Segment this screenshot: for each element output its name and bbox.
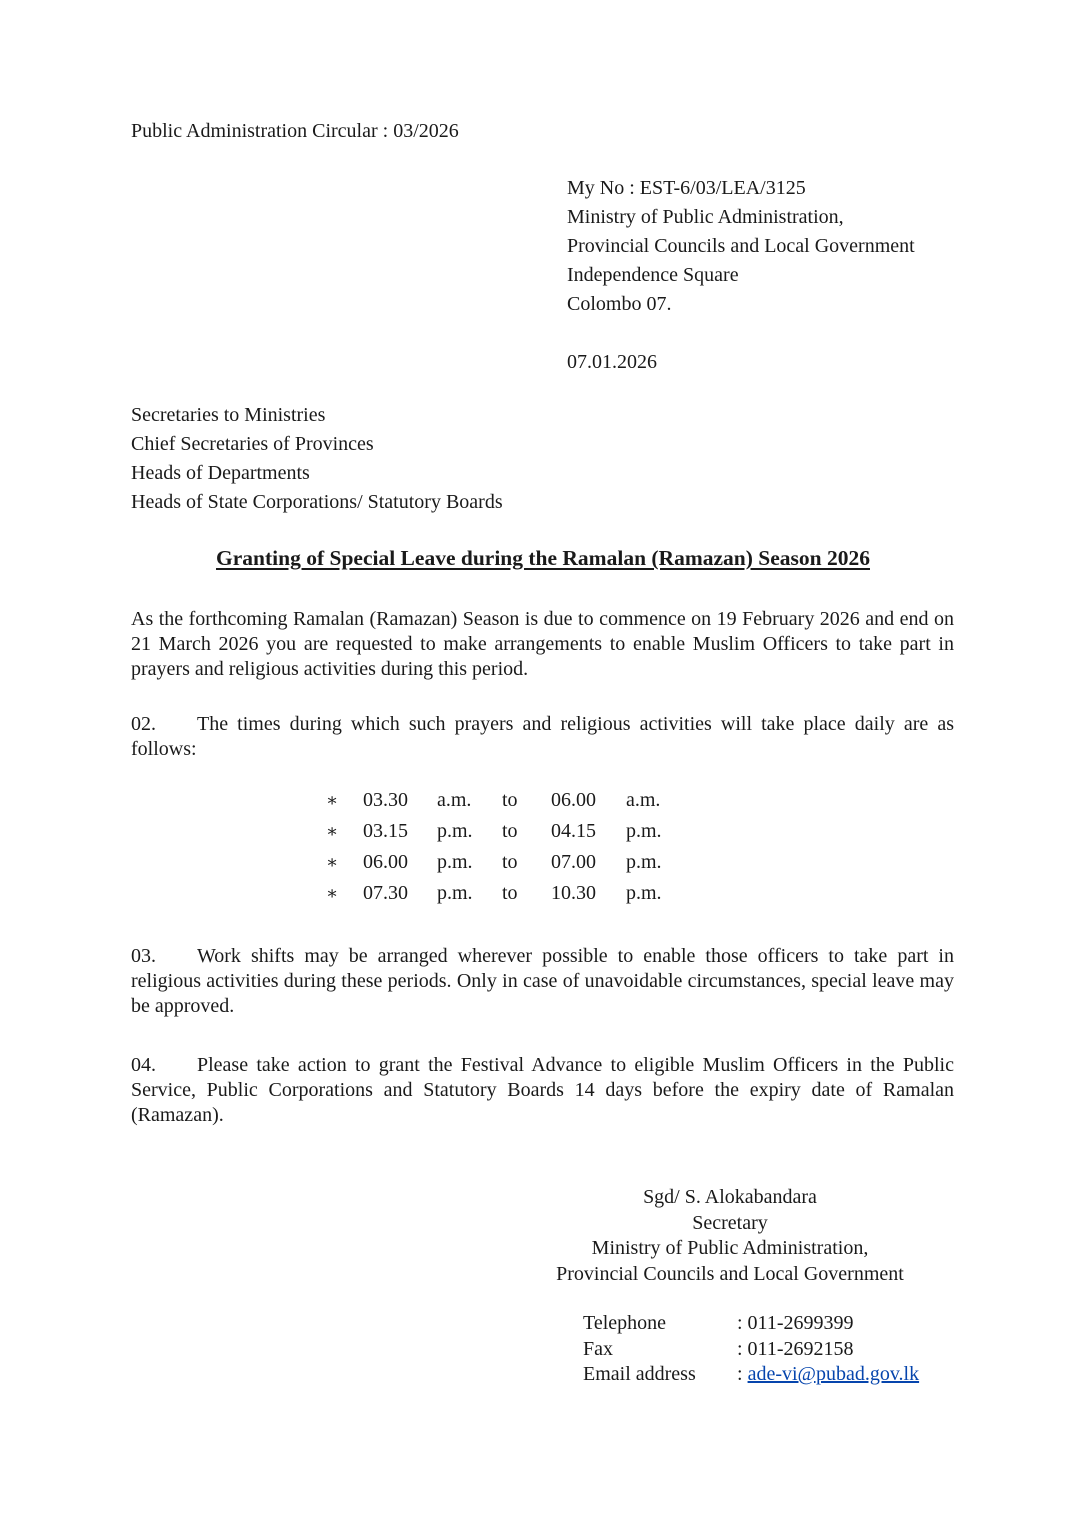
range-separator: to: [502, 789, 518, 811]
range-separator: to: [502, 882, 518, 904]
addressee: Chief Secretaries of Provinces: [131, 433, 374, 455]
end-period: a.m.: [626, 789, 661, 811]
time-row: [326, 786, 686, 817]
contact-details: [583, 1311, 963, 1388]
signature-block: [530, 1185, 930, 1287]
range-separator: to: [502, 851, 518, 873]
subject-heading: Granting of Special Leave during the Ramalan (Ramazan) Season 2026: [216, 546, 870, 570]
signatory-title: Secretary: [692, 1211, 768, 1234]
bullet-icon: ∗: [326, 883, 339, 903]
ministry-address-line: Provincial Councils and Local Government: [567, 235, 915, 257]
paragraph-text: Please take action to grant the Festival Advance to eligible Muslim Officers in the Public Service, Public Corporations and Statutory Boards 14 days before the expiry date of Ramalan (Ramazan).: [131, 1054, 954, 1126]
telephone-row: [583, 1311, 963, 1337]
paragraph-text: The times during which such prayers and religious activities will take place daily are as follows:: [131, 713, 954, 760]
addressee: Heads of Departments: [131, 462, 310, 484]
fax-label: Fax: [583, 1337, 613, 1360]
end-period: p.m.: [626, 820, 662, 842]
email-prefix: :: [737, 1363, 748, 1385]
telephone-value: : 011-2699399: [737, 1312, 854, 1334]
addressee: Heads of State Corporations/ Statutory Boards: [131, 491, 503, 513]
start-time: 06.00: [363, 851, 408, 873]
reference-block: [567, 174, 915, 319]
fax-value: : 011-2692158: [737, 1337, 854, 1360]
end-time: 07.00: [551, 851, 596, 873]
email-label: Email address: [583, 1363, 696, 1385]
time-row: [326, 848, 686, 879]
time-row: [326, 879, 686, 910]
signatory-org-line: Ministry of Public Administration,: [591, 1237, 869, 1259]
start-time: 03.15: [363, 820, 408, 842]
fax-row: [583, 1337, 963, 1363]
ministry-address-line: Ministry of Public Administration,: [567, 206, 844, 228]
bullet-icon: ∗: [326, 790, 339, 810]
end-time: 06.00: [551, 789, 596, 811]
time-row: [326, 817, 686, 848]
end-time: 04.15: [551, 820, 596, 842]
paragraph-1: As the forthcoming Ramalan (Ramazan) Season is due to commence on 19 February 2026 and end on 21 March 2026 you are requested to make arrangements to enable Muslim Officers to take part in prayers and religious activities during this period.: [131, 608, 954, 680]
addressee-list: [131, 401, 503, 517]
prayer-times-list: [326, 786, 686, 910]
paragraph-4: [131, 1053, 954, 1128]
telephone-label: Telephone: [583, 1312, 667, 1334]
end-time: 10.30: [551, 882, 596, 904]
end-period: p.m.: [626, 851, 662, 873]
signatory-name: Sgd/ S. Alokabandara: [643, 1186, 817, 1208]
paragraph-2: [131, 712, 954, 762]
end-period: p.m.: [626, 882, 662, 904]
circular-number: Public Administration Circular : 03/2026: [131, 120, 459, 142]
signatory-org-line: Provincial Councils and Local Government: [556, 1262, 904, 1285]
range-separator: to: [502, 820, 518, 842]
paragraph-number: 02.: [131, 713, 156, 735]
paragraph-text: Work shifts may be arranged wherever possible to enable those officers to take part in religious activities during these periods. Only in case of unavoidable circumstances, special leave may be approved.: [131, 945, 954, 1017]
addressee: Secretaries to Ministries: [131, 404, 326, 426]
ministry-address-line: Colombo 07.: [567, 293, 672, 315]
start-time: 07.30: [363, 882, 408, 904]
paragraph-number: 04.: [131, 1054, 156, 1076]
start-period: a.m.: [437, 789, 472, 811]
circular-date: 07.01.2026: [567, 351, 657, 373]
start-time: 03.30: [363, 789, 408, 811]
email-value-wrap: [737, 1362, 919, 1388]
bullet-icon: ∗: [326, 821, 339, 841]
start-period: p.m.: [437, 851, 473, 873]
reference-number: My No : EST-6/03/LEA/3125: [567, 177, 806, 199]
bullet-icon: ∗: [326, 852, 339, 872]
start-period: p.m.: [437, 882, 473, 904]
email-row: [583, 1362, 963, 1388]
start-period: p.m.: [437, 820, 473, 842]
paragraph-3: [131, 944, 954, 1019]
email-link[interactable]: ade-vi@pubad.gov.lk: [747, 1363, 920, 1385]
paragraph-number: 03.: [131, 945, 156, 967]
ministry-address-line: Independence Square: [567, 264, 739, 286]
